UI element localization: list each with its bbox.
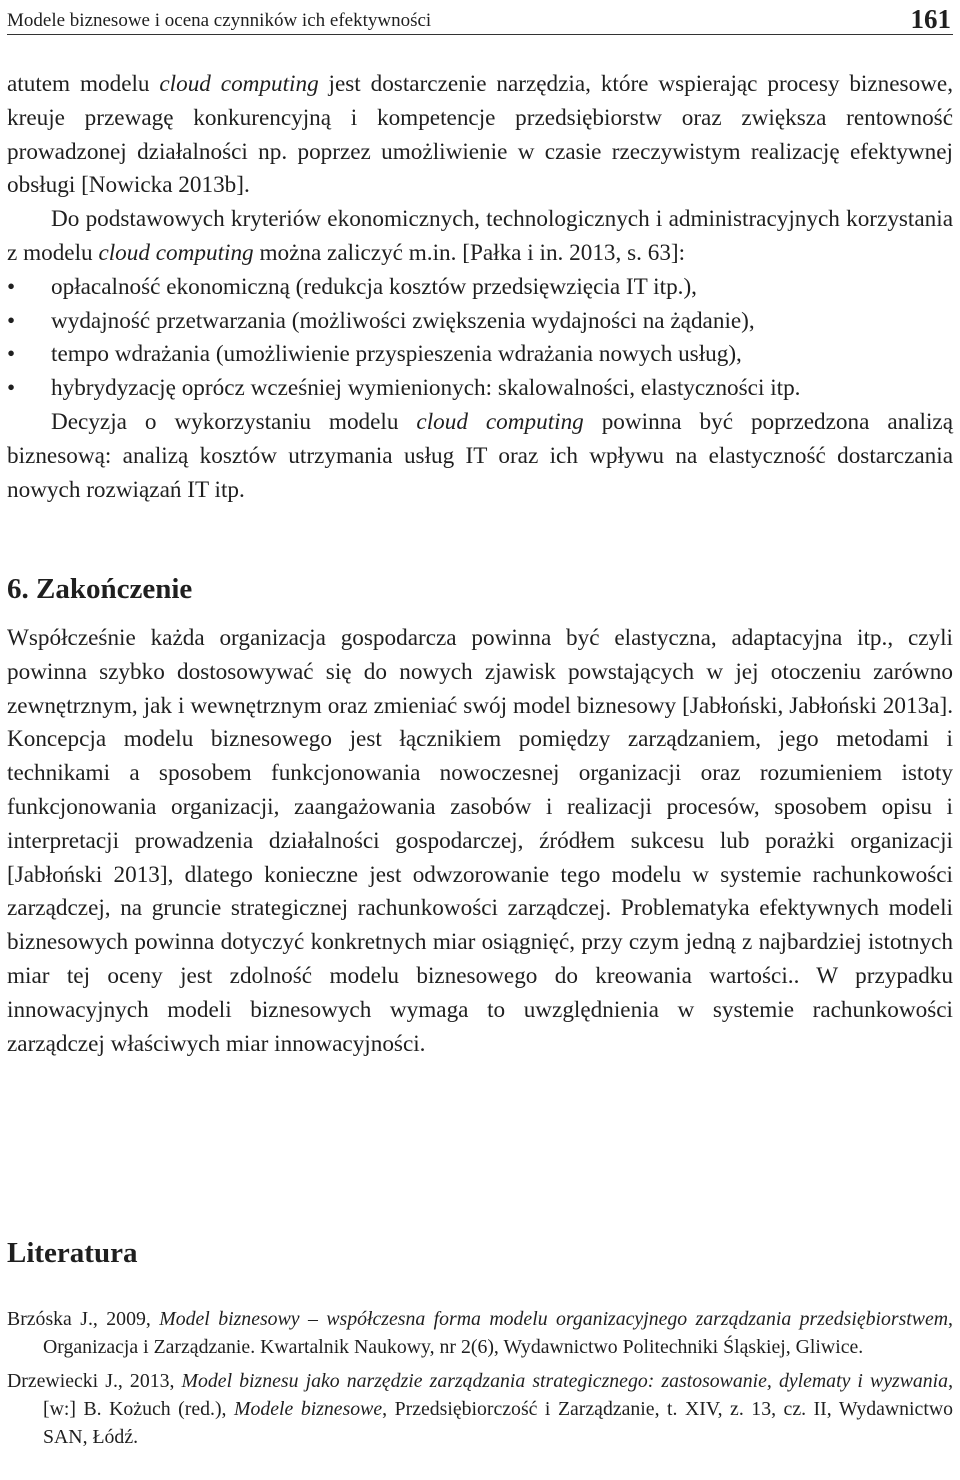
running-header	[7, 4, 953, 35]
criteria-list	[7, 271, 953, 406]
page-number: 161	[910, 4, 951, 34]
bullet-icon: •	[7, 375, 16, 402]
reference-item	[7, 1305, 953, 1362]
ref-year: , 2013,	[117, 1369, 182, 1392]
text-run: jest dostarczenie narzędzia, które wspierając procesy biznesowe, kreuje przewagę konkurencyjną i kompetencje przedsiębiorstw oraz zwiększa rentowność prowadzonej działalności np. poprzez umożliwienie w czasie rzeczywistym realizację efektywnej obsługi [Nowicka 2013b].	[7, 71, 953, 199]
literature-heading: Literatura	[7, 1237, 138, 1269]
text-run: można zaliczyć m.in. [Pałka i in. 2013, s. 63]:	[253, 239, 686, 266]
term-cloud-computing: cloud computing	[159, 71, 319, 97]
section-heading: 6. Zakończenie	[7, 573, 193, 605]
term-cloud-computing: cloud computing	[98, 239, 254, 266]
bullet-icon: •	[7, 341, 16, 368]
list-item-text: wydajność przetwarzania (możliwości zwiększenia wydajności na żądanie),	[51, 307, 755, 334]
text-run: Do podstawowych kryteriów ekonomicznych, technologicznych i administracyjnych korzystania z modelu	[7, 206, 953, 266]
list-item-text: tempo wdrażania (umożliwienie przyspieszenia wdrażania nowych usług),	[51, 341, 742, 368]
ref-year: , 2009,	[92, 1308, 160, 1330]
text-run: Decyzja o wykorzystaniu modelu	[51, 408, 417, 435]
list-item	[7, 372, 953, 406]
intro-paragraph-3	[7, 406, 953, 507]
ref-author: Brzóska J.	[7, 1308, 93, 1330]
bullet-icon: •	[7, 273, 16, 300]
ref-details: , Przedsiębiorczość i Zarządzanie, t. XIV, z. 13, cz. II, Wydawnictwo SAN, Łódź.	[43, 1397, 954, 1449]
intro-paragraph-1	[7, 68, 953, 203]
list-item-text: hybrydyzację oprócz wcześniej wymienionych: skalowalności, elastyczności itp.	[51, 375, 801, 402]
list-item-text: opłacalność ekonomiczną (redukcja kosztów przedsięwzięcia IT itp.),	[51, 273, 697, 300]
ref-title: Model biznesowy – współczesna forma modelu organizacyjnego zarządzania przedsiębiorstwem	[159, 1308, 949, 1330]
text-run: atutem modelu	[7, 71, 160, 97]
list-item	[7, 305, 953, 339]
intro-block	[7, 68, 953, 507]
reference-list	[7, 1305, 953, 1456]
text-run: powinna być poprzedzona analizą biznesową: analizą kosztów utrzymania usług IT oraz ich wpływu na elastyczność dostarczania nowych rozwiązań IT itp.	[7, 408, 953, 503]
ref-author: Drzewiecki J.	[7, 1369, 118, 1392]
conclusion-paragraph: Współcześnie każda organizacja gospodarcza powinna być elastyczna, adaptacyjna itp., czyli powinna szybko dostosowywać się do nowych zjawisk powstających w jej otoczeniu zarówno zewnętrznym, jak i wewnętrznym oraz zmieniać swój model biznesowy [Jabłoński, Jabłoński 2013a]. Koncepcja modelu biznesowego jest łącznikiem pomiędzy zarządzaniem, jego metodami i technikami a sposobem funkcjonowania nowoczesnej organizacji oraz rozumieniem istoty funkcjonowania organizacji, zaangażowania zasobów i realizacji procesów, sposobem opisu i interpretacji prowadzenia działalności gospodarczej, źródłem sukcesu lub porażki organizacji [Jabłoński 2013], dlatego konieczne jest odwzorowanie tego modelu w systemie rachunkowości zarządczej, na gruncie strategicznej rachunkowości zarządczej. Problematyka efektywnych modeli biznesowych powinna dotyczyć konkretnych miar osiągnięć, przy czym jedną z najbardziej istotnych miar tej oceny jest zdolność modelu biznesowego do kreowania wartości.. W przypadku innowacyjnych modeli biznesowych wymaga to uwzględnienia w systemie rachunkowości zarządczej właściwych miar innowacyjności.	[7, 625, 953, 1057]
ref-editor: , [w:] B. Kożuch (red.),	[43, 1369, 954, 1420]
ref-book-title: Modele biznesowe	[234, 1397, 383, 1420]
intro-paragraph-2	[7, 203, 953, 271]
running-title: Modele biznesowe i ocena czynników ich efektywności	[7, 10, 432, 31]
reference-item	[7, 1367, 953, 1452]
ref-title: Model biznesu jako narzędzie zarządzania strategicznego: zastosowanie, dylematy i wyzwania	[181, 1369, 949, 1392]
conclusion-block	[7, 622, 953, 1061]
list-item	[7, 271, 953, 305]
ref-details: , Organizacja i Zarządzanie. Kwartalnik Naukowy, nr 2(6), Wydawnictwo Politechniki Śląskiej, Gliwice.	[43, 1308, 953, 1359]
list-item	[7, 338, 953, 372]
term-cloud-computing: cloud computing	[416, 408, 584, 435]
bullet-icon: •	[7, 307, 16, 334]
